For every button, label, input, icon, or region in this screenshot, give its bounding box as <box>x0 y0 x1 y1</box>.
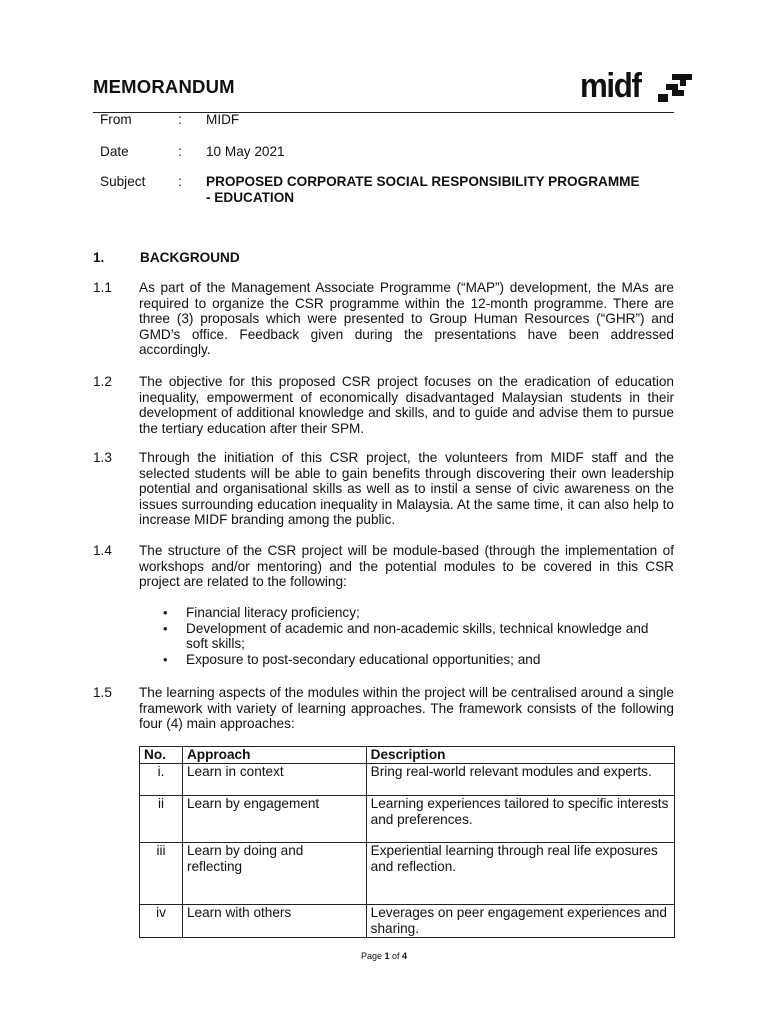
midf-logo-mark-icon <box>656 72 694 104</box>
paragraph-1-1: As part of the Management Associate Programme (“MAP”) development, the MAs are required to organize the CSR programme within the 12-month programme. There are three (3) proposals which were presented to Group Human Resources (“GHR”) and GMD’s office. Feedback given during the presentations have been addressed accordingly. <box>139 280 674 358</box>
row-approach: Learn by doing and reflecting <box>182 843 366 905</box>
midf-logo <box>580 67 694 106</box>
table-header-row <box>140 747 675 764</box>
table-row <box>140 843 675 905</box>
subject-value <box>206 174 676 205</box>
table-row <box>140 905 675 938</box>
approach-table <box>139 746 675 938</box>
paragraph-number-1-2: 1.2 <box>93 374 112 389</box>
list-item <box>160 652 674 668</box>
row-no: i. <box>140 764 183 796</box>
header-description: Description <box>366 747 674 764</box>
memo-title: MEMORANDUM <box>93 76 235 97</box>
row-description: Bring real-world relevant modules and experts. <box>366 764 674 796</box>
row-approach: Learn with others <box>182 905 366 938</box>
header-no: No. <box>140 747 183 764</box>
paragraph-number-1-3: 1.3 <box>93 450 112 465</box>
header-approach: Approach <box>182 747 366 764</box>
from-colon: : <box>178 112 182 127</box>
paragraph-1-5: The learning aspects of the modules within the project will be centralised around a single framework with variety of learning approaches. The framework consists of the following four (4) main approaches: <box>139 685 674 732</box>
table-row <box>140 764 675 796</box>
from-label: From <box>100 112 132 127</box>
subject-line-1: PROPOSED CORPORATE SOCIAL RESPONSIBILITY PROGRAMME <box>206 174 640 189</box>
list-item-text: Development of academic and non-academic skills, technical knowledge and soft skills; <box>186 620 649 652</box>
logo-text: midf <box>580 67 641 105</box>
page-total: 4 <box>402 951 408 961</box>
page-current: 1 <box>384 951 390 961</box>
meta-from-row <box>100 112 680 144</box>
subject-label: Subject <box>100 174 146 189</box>
paragraph-number-1-1: 1.1 <box>93 280 112 295</box>
meta-date-row <box>100 144 680 176</box>
paragraph-1-3: Through the initiation of this CSR project, the volunteers from MIDF staff and the selected students will be able to gain benefits through discovering their own leadership potential and organisational skills as well as to instil a sense of civic awareness on the issues surrounding education inequality in Malaysia. At the same time, it can also help to increase MIDF branding among the public. <box>139 450 674 528</box>
row-no: iv <box>140 905 183 938</box>
row-description: Experiential learning through real life exposures and reflection. <box>366 843 674 905</box>
list-item-text: Financial literacy proficiency; <box>186 605 360 620</box>
page-footer <box>0 950 768 962</box>
row-no: ii <box>140 796 183 843</box>
row-approach: Learn by engagement <box>182 796 366 843</box>
subject-line-2: - EDUCATION <box>206 189 295 205</box>
paragraph-number-1-5: 1.5 <box>93 685 112 700</box>
section-number: 1. <box>93 250 105 265</box>
row-description: Leverages on peer engagement experiences and sharing. <box>366 905 674 938</box>
date-label: Date <box>100 144 129 159</box>
list-item <box>160 621 674 652</box>
from-value: MIDF <box>206 112 240 127</box>
module-list <box>160 605 674 667</box>
row-no: iii <box>140 843 183 905</box>
row-description: Learning experiences tailored to specific interests and preferences. <box>366 796 674 843</box>
list-item <box>160 605 674 621</box>
table-row <box>140 796 675 843</box>
date-value: 10 May 2021 <box>206 144 285 159</box>
subject-colon: : <box>178 174 182 189</box>
bullet-icon: • <box>163 620 168 636</box>
bullet-icon: • <box>163 651 168 667</box>
paragraph-1-4: The structure of the CSR project will be module-based (through the implementation of workshops and/or mentoring) and the potential modules to be covered in this CSR project are related to the following: <box>139 543 674 590</box>
section-title: BACKGROUND <box>140 250 240 265</box>
page-of: of <box>392 951 400 961</box>
list-item-text: Exposure to post-secondary educational opportunities; and <box>186 651 541 667</box>
row-approach: Learn in context <box>182 764 366 796</box>
paragraph-1-2: The objective for this proposed CSR project focuses on the eradication of education inequality, empowerment of economically disadvantaged Malaysian students in their development of additional knowledge and skills, and to guide and advise them to pursue the tertiary education after their SPM. <box>139 374 674 436</box>
bullet-icon: • <box>163 605 168 620</box>
date-colon: : <box>178 144 182 159</box>
paragraph-number-1-4: 1.4 <box>93 543 112 558</box>
meta-subject-row <box>100 174 680 214</box>
page-prefix: Page <box>360 951 382 961</box>
